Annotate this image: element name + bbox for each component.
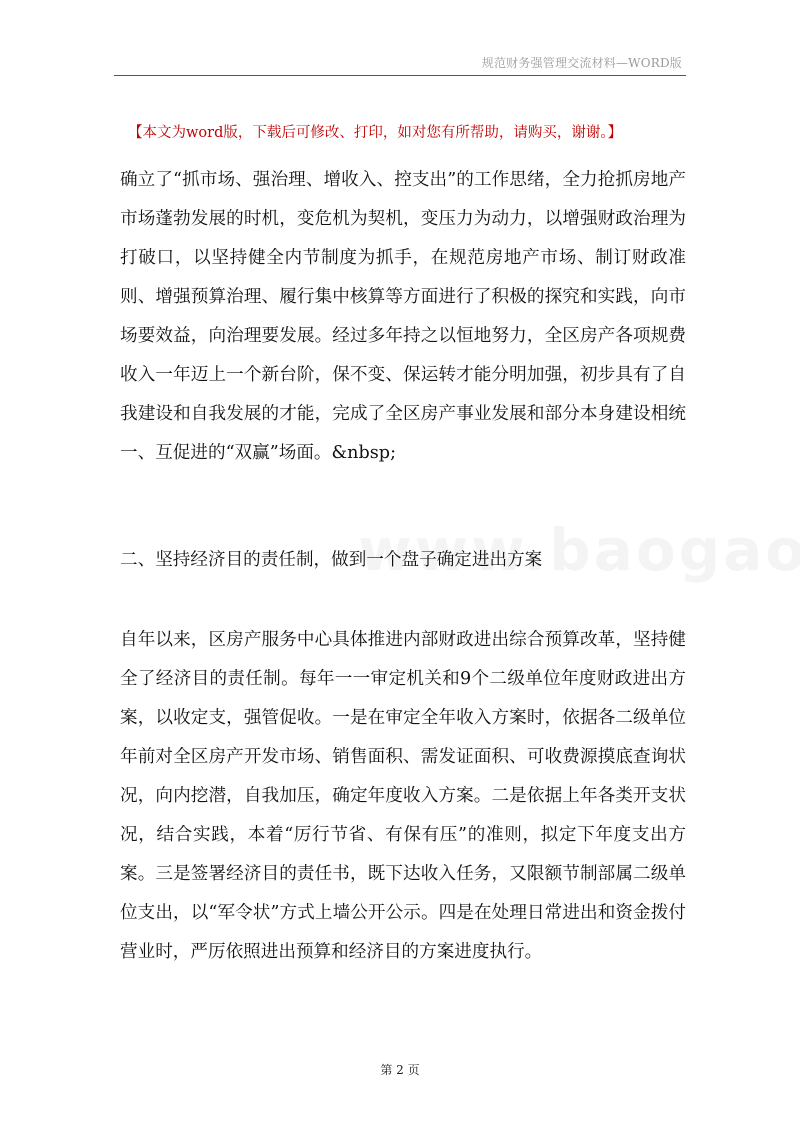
download-notice: 【本文为word版，下载后可修改、打印，如对您有所帮助，请购买，谢谢。】 xyxy=(128,125,623,141)
header-divider xyxy=(114,75,686,76)
running-header: 规范财务强管理交流材料—WORD版 xyxy=(481,56,682,70)
paragraph-2: 自年以来，区房产服务中心具体推进内部财政进出综合预算改革，坚持健全了经济目的责任制。每年一一审定机关和9个二级单位年度财政进出方案，以收定支，强管促收。一是在审定全年收入方案时，依据各二级单位年前对全区房产开发市场、销售面积、需发证面积、可收费源摸底查询状况，向内挖潜，自我加压，确定年度收入方案。二是依据上年各类开支状况，结合实践，本着“厉行节省、有保有压”的准则，拟定下年度支出方案。三是签署经济目的责任书，既下达收入任务，又限额节制部属二级单位支出，以“军令状”方式上墙公开公示。四是在处理日常进出和资金拨付营业时，严厉依照进出预算和经济目的方案进度执行。 xyxy=(120,630,686,962)
paragraph-1: 确立了“抓市场、强治理、增收入、控支出”的工作思绪，全力抢抓房地产市场蓬勃发展的时机，变危机为契机，变压力为动力，以增强财政治理为打破口，以坚持健全内节制度为抓手，在规范房地产市场、制订财政准则、增强预算治理、履行集中核算等方面进行了积极的探究和实践，向市场要效益，向治理要发展。经过多年持之以恒地努力，全区房产各项规费收入一年迈上一个新台阶，保不变、保运转才能分明加强，初步具有了自我建设和自我发展的才能，完成了全区房产事业发展和部分本身建设相统一、互促进的“双赢”场面。&nbsp; xyxy=(120,170,686,463)
page-number: 第 2 页 xyxy=(380,1063,420,1077)
site-watermark xyxy=(358,516,800,584)
section-heading: 二、坚持经济目的责任制，做到一个盘子确定进出方案 xyxy=(120,550,543,570)
